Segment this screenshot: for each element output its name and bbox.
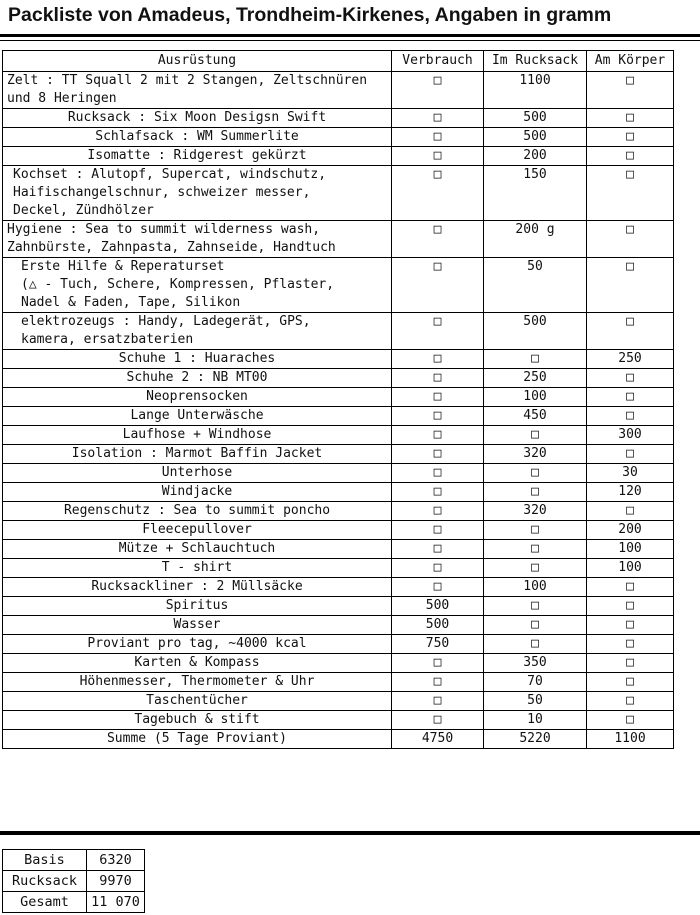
- in-backpack-cell: 10: [484, 711, 587, 730]
- on-body-cell: □: [587, 147, 674, 166]
- packing-list-table: [2, 50, 674, 749]
- in-backpack-cell: 100: [484, 578, 587, 597]
- in-backpack-cell: 200: [484, 147, 587, 166]
- summary-value: 9970: [87, 871, 145, 892]
- consumption-cell: □: [392, 464, 484, 483]
- equipment-cell: [3, 72, 392, 109]
- in-backpack-cell: 500: [484, 313, 587, 350]
- equipment-cell: [3, 128, 392, 147]
- in-backpack-cell: □: [484, 350, 587, 369]
- equipment-cell: [3, 109, 392, 128]
- table-row: [3, 388, 674, 407]
- summary-value: 11 070: [87, 892, 145, 913]
- equipment-text-line: Karten & Kompass: [134, 655, 260, 670]
- on-body-cell: 250: [587, 350, 674, 369]
- on-body-cell: □: [587, 72, 674, 109]
- equipment-text-line: Isolation : Marmot Baffin Jacket: [71, 446, 323, 461]
- table-row: [3, 616, 674, 635]
- in-backpack-cell: □: [484, 521, 587, 540]
- bottom-rule: [0, 831, 700, 835]
- consumption-cell: □: [392, 369, 484, 388]
- in-backpack-cell: 70: [484, 673, 587, 692]
- equipment-text-line: Fleecepullover: [142, 522, 252, 537]
- equipment-cell: [3, 521, 392, 540]
- consumption-cell: □: [392, 426, 484, 445]
- equipment-text-line: Rucksackliner : 2 Müllsäcke: [91, 579, 303, 594]
- on-body-cell: □: [587, 258, 674, 313]
- in-backpack-cell: □: [484, 616, 587, 635]
- equipment-text-line: Windjacke: [161, 484, 233, 499]
- equipment-text-line: Lange Unterwäsche: [130, 408, 264, 423]
- consumption-cell: □: [392, 559, 484, 578]
- in-backpack-cell: □: [484, 483, 587, 502]
- equipment-cell: [3, 654, 392, 673]
- summary-value: 6320: [87, 850, 145, 871]
- page-title: Packliste von Amadeus, Trondheim-Kirkenes, Angaben in gramm: [8, 4, 612, 26]
- column-header-in-backpack: Im Rucksack: [484, 51, 587, 72]
- table-row: [3, 221, 674, 258]
- equipment-text-line: Spiritus: [165, 598, 229, 613]
- equipment-cell: [3, 426, 392, 445]
- consumption-cell: □: [392, 258, 484, 313]
- in-backpack-cell: □: [484, 464, 587, 483]
- title-rule-thin: [0, 40, 700, 41]
- summary-row: [3, 871, 145, 892]
- summary-body: [3, 850, 145, 913]
- summary-label: Gesamt: [3, 892, 87, 913]
- equipment-cell: [3, 730, 392, 749]
- in-backpack-cell: 450: [484, 407, 587, 426]
- equipment-text-line: Wasser: [173, 617, 221, 632]
- in-backpack-cell: 320: [484, 445, 587, 464]
- consumption-cell: □: [392, 109, 484, 128]
- on-body-cell: □: [587, 692, 674, 711]
- table-row: [3, 635, 674, 654]
- on-body-cell: 30: [587, 464, 674, 483]
- summary-row: [3, 850, 145, 871]
- equipment-cell: [3, 258, 392, 313]
- column-header-equipment: Ausrüstung: [3, 51, 392, 72]
- equipment-text-line: Zahnbürste, Zahnpasta, Zahnseide, Handtuch: [7, 240, 336, 255]
- equipment-text-line: Regenschutz : Sea to summit poncho: [63, 503, 331, 518]
- equipment-text-line: Zelt : TT Squall 2 mit 2 Stangen, Zeltschnüren: [7, 73, 368, 88]
- consumption-cell: □: [392, 313, 484, 350]
- in-backpack-cell: □: [484, 559, 587, 578]
- summary-label: Basis: [3, 850, 87, 871]
- on-body-cell: □: [587, 407, 674, 426]
- table-row: [3, 407, 674, 426]
- table-row: [3, 166, 674, 221]
- on-body-cell: □: [587, 616, 674, 635]
- consumption-cell: □: [392, 388, 484, 407]
- table-row: [3, 559, 674, 578]
- in-backpack-cell: 100: [484, 388, 587, 407]
- equipment-cell: [3, 221, 392, 258]
- consumption-cell: □: [392, 578, 484, 597]
- in-backpack-cell: 150: [484, 166, 587, 221]
- table-row: [3, 483, 674, 502]
- in-backpack-cell: □: [484, 426, 587, 445]
- consumption-cell: 500: [392, 616, 484, 635]
- in-backpack-cell: □: [484, 635, 587, 654]
- equipment-cell: [3, 502, 392, 521]
- table-row: [3, 350, 674, 369]
- consumption-cell: □: [392, 147, 484, 166]
- on-body-cell: □: [587, 221, 674, 258]
- on-body-cell: □: [587, 388, 674, 407]
- in-backpack-cell: □: [484, 597, 587, 616]
- table-row: [3, 597, 674, 616]
- table-body: [3, 72, 674, 749]
- column-header-on-body: Am Körper: [587, 51, 674, 72]
- equipment-text-line: Rucksack : Six Moon Desigsn Swift: [67, 110, 327, 125]
- equipment-text-line: Schuhe 1 : Huaraches: [118, 351, 276, 366]
- equipment-text-line: Mütze + Schlauchtuch: [118, 541, 276, 556]
- on-body-cell: 300: [587, 426, 674, 445]
- in-backpack-cell: 5220: [484, 730, 587, 749]
- equipment-text-line: Kochset : Alutopf, Supercat, windschutz,: [13, 167, 327, 182]
- on-body-cell: □: [587, 313, 674, 350]
- in-backpack-cell: 200 g: [484, 221, 587, 258]
- on-body-cell: 100: [587, 559, 674, 578]
- table-row: [3, 692, 674, 711]
- on-body-cell: □: [587, 635, 674, 654]
- table-row: [3, 502, 674, 521]
- equipment-cell: [3, 445, 392, 464]
- equipment-cell: [3, 540, 392, 559]
- equipment-cell: [3, 616, 392, 635]
- table-row: [3, 313, 674, 350]
- on-body-cell: □: [587, 578, 674, 597]
- equipment-text-line: Hygiene : Sea to summit wilderness wash,: [7, 222, 321, 237]
- table-row: [3, 464, 674, 483]
- equipment-text-line: Isomatte : Ridgerest gekürzt: [87, 148, 307, 163]
- consumption-cell: 750: [392, 635, 484, 654]
- on-body-cell: 100: [587, 540, 674, 559]
- table-row: [3, 673, 674, 692]
- equipment-cell: [3, 635, 392, 654]
- consumption-cell: □: [392, 483, 484, 502]
- consumption-cell: □: [392, 540, 484, 559]
- consumption-cell: □: [392, 521, 484, 540]
- consumption-cell: □: [392, 407, 484, 426]
- consumption-cell: □: [392, 221, 484, 258]
- equipment-cell: [3, 559, 392, 578]
- table-row: [3, 258, 674, 313]
- table-header-row: [3, 51, 674, 72]
- table-row: [3, 109, 674, 128]
- equipment-text-line: Unterhose: [161, 465, 233, 480]
- on-body-cell: □: [587, 673, 674, 692]
- equipment-cell: [3, 483, 392, 502]
- equipment-text-line: Proviant pro tag, ~4000 kcal: [87, 636, 307, 651]
- equipment-text-line: Nadel & Faden, Tape, Silikon: [21, 295, 241, 310]
- equipment-text-line: T - shirt: [161, 560, 233, 575]
- consumption-cell: □: [392, 350, 484, 369]
- in-backpack-cell: 1100: [484, 72, 587, 109]
- equipment-cell: [3, 350, 392, 369]
- consumption-cell: □: [392, 692, 484, 711]
- equipment-text-line: Schuhe 2 : NB MT00: [126, 370, 268, 385]
- equipment-text-line: Höhenmesser, Thermometer & Uhr: [79, 674, 315, 689]
- in-backpack-cell: 500: [484, 109, 587, 128]
- equipment-text-line: kamera, ersatzbaterien: [21, 332, 194, 347]
- title-rule: [0, 34, 700, 37]
- equipment-cell: [3, 313, 392, 350]
- on-body-cell: □: [587, 502, 674, 521]
- table-row: [3, 147, 674, 166]
- table-row: [3, 369, 674, 388]
- consumption-cell: □: [392, 445, 484, 464]
- consumption-cell: 500: [392, 597, 484, 616]
- table-row: [3, 426, 674, 445]
- equipment-cell: [3, 673, 392, 692]
- column-header-consumption: Verbrauch: [392, 51, 484, 72]
- consumption-cell: □: [392, 711, 484, 730]
- consumption-cell: □: [392, 502, 484, 521]
- table-row: [3, 711, 674, 730]
- in-backpack-cell: 250: [484, 369, 587, 388]
- in-backpack-cell: 350: [484, 654, 587, 673]
- equipment-text-line: (△ - Tuch, Schere, Kompressen, Pflaster,: [21, 277, 335, 292]
- equipment-cell: [3, 711, 392, 730]
- equipment-cell: [3, 147, 392, 166]
- on-body-cell: □: [587, 445, 674, 464]
- summary-table: [2, 849, 145, 913]
- equipment-text-line: Deckel, Zündhölzer: [13, 203, 154, 218]
- equipment-text-line: Schlafsack : WM Summerlite: [95, 129, 299, 144]
- equipment-text-line: Taschentücher: [146, 693, 248, 708]
- on-body-cell: 200: [587, 521, 674, 540]
- consumption-cell: □: [392, 128, 484, 147]
- on-body-cell: 120: [587, 483, 674, 502]
- in-backpack-cell: □: [484, 540, 587, 559]
- table-row: [3, 654, 674, 673]
- consumption-cell: □: [392, 166, 484, 221]
- on-body-cell: □: [587, 597, 674, 616]
- table-row: [3, 72, 674, 109]
- equipment-cell: [3, 369, 392, 388]
- equipment-text-line: Neoprensocken: [146, 389, 248, 404]
- equipment-text-line: elektrozeugs : Handy, Ladegerät, GPS,: [21, 314, 311, 329]
- equipment-cell: [3, 407, 392, 426]
- equipment-text-line: Erste Hilfe & Reperaturset: [21, 259, 225, 274]
- on-body-cell: □: [587, 109, 674, 128]
- table-row: [3, 128, 674, 147]
- in-backpack-cell: 50: [484, 692, 587, 711]
- table-row: [3, 445, 674, 464]
- equipment-cell: [3, 578, 392, 597]
- equipment-cell: [3, 388, 392, 407]
- summary-row: [3, 892, 145, 913]
- on-body-cell: □: [587, 654, 674, 673]
- equipment-cell: [3, 464, 392, 483]
- equipment-text-line: und 8 Heringen: [7, 91, 117, 106]
- table-row: [3, 540, 674, 559]
- equipment-text-line: Summe (5 Tage Proviant): [106, 731, 287, 746]
- consumption-cell: □: [392, 673, 484, 692]
- on-body-cell: □: [587, 711, 674, 730]
- on-body-cell: □: [587, 369, 674, 388]
- consumption-cell: 4750: [392, 730, 484, 749]
- equipment-text-line: Laufhose + Windhose: [122, 427, 272, 442]
- on-body-cell: □: [587, 166, 674, 221]
- table-row: [3, 730, 674, 749]
- on-body-cell: 1100: [587, 730, 674, 749]
- consumption-cell: □: [392, 72, 484, 109]
- in-backpack-cell: 320: [484, 502, 587, 521]
- summary-label: Rucksack: [3, 871, 87, 892]
- table-row: [3, 521, 674, 540]
- in-backpack-cell: 500: [484, 128, 587, 147]
- equipment-text-line: Haifischangelschnur, schweizer messer,: [13, 185, 311, 200]
- equipment-text-line: Tagebuch & stift: [134, 712, 260, 727]
- equipment-cell: [3, 692, 392, 711]
- equipment-cell: [3, 597, 392, 616]
- in-backpack-cell: 50: [484, 258, 587, 313]
- on-body-cell: □: [587, 128, 674, 147]
- equipment-cell: [3, 166, 392, 221]
- table-row: [3, 578, 674, 597]
- consumption-cell: □: [392, 654, 484, 673]
